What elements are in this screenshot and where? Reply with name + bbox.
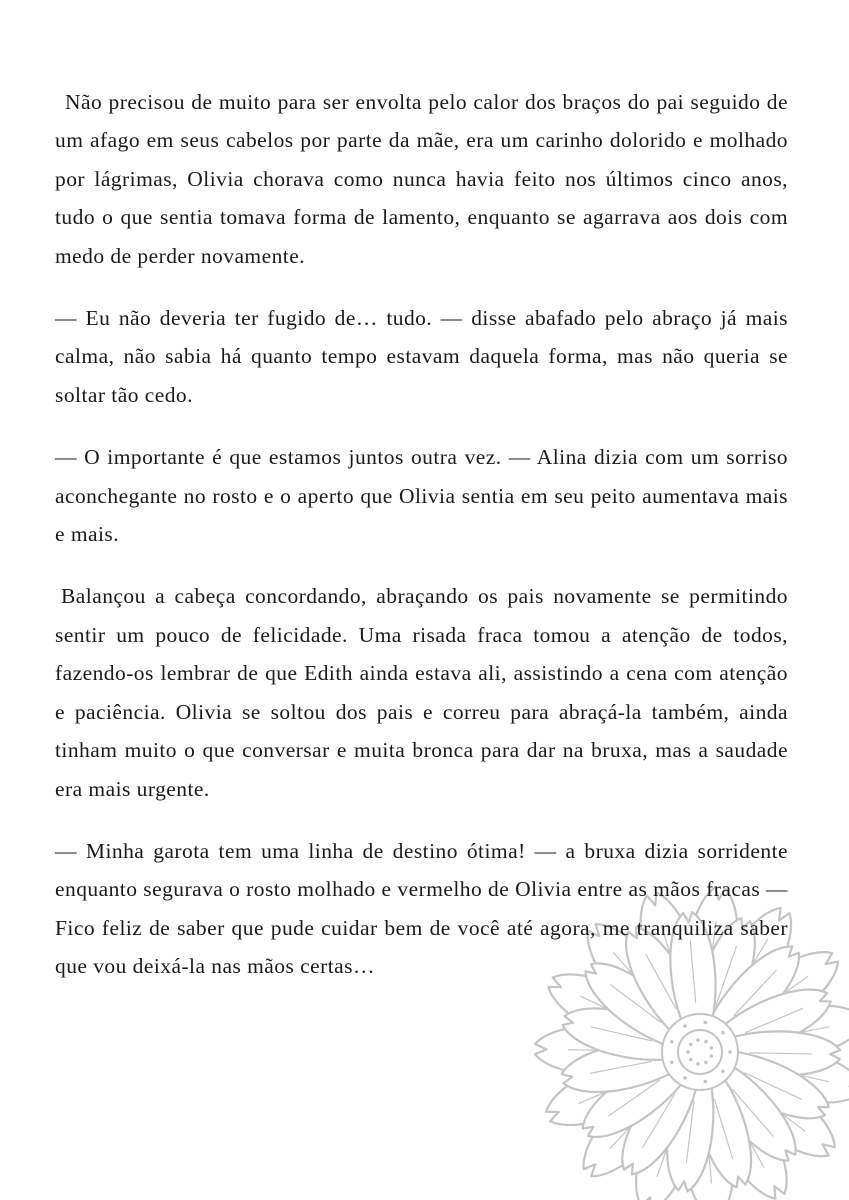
- flower-center-dot: [689, 1058, 693, 1062]
- flower-center-dot: [703, 1080, 707, 1084]
- flower-center-dot: [683, 1076, 687, 1080]
- flower-center-dot: [704, 1061, 708, 1065]
- paragraph-dialogue-alina: — O importante é que estamos juntos outra vez. — Alina dizia com um sorriso aconchegante no rosto e o aperto que Olivia sentia em seu peito aumentava mais e mais.: [55, 445, 788, 547]
- flower-center-dot: [689, 1042, 693, 1046]
- paragraph-edith-laugh: Balançou a cabeça concordando, abraçando os pais novamente se permitindo sentir um pouco de felicidade. Uma risada fraca tomou a atenção de todos, fazendo-os lembrar de que Edith ainda estava ali, assistindo a cena com atenção e paciência. Olivia se soltou dos pais e correu para abraçá-la também, ainda tinham muito o que conversar e muita bronca para dar na bruxa, mas a saudade era mais urgente.: [55, 584, 788, 801]
- flower-center-dot: [709, 1054, 713, 1058]
- flower-center-dot: [696, 1038, 700, 1042]
- flower-center-dot: [683, 1024, 687, 1028]
- flower-center-dot: [696, 1062, 700, 1066]
- paragraph-dialogue-witch: — Minha garota tem uma linha de destino ótima! — a bruxa dizia sorridente enquanto segurava o rosto molhado e vermelho de Olivia entre as mãos fracas — Fico feliz de saber que pude cuidar bem de você até agora, me tranquiliza saber que vou deixá-la nas mãos certas…: [55, 838, 788, 979]
- flower-center-inner: [678, 1030, 722, 1074]
- flower-center-dot: [721, 1069, 725, 1073]
- paragraph-embrace: Não precisou de muito para ser envolta pelo calor dos braços do pai seguido de um afago em seus cabelos por parte da mãe, era um carinho dolorido e molhado por lágrimas, Olivia chorava como nunca havia feito nos últimos cinco anos, tudo o que sentia tomava forma de lamento, enquanto se agarrava aos dois com medo de perder novamente.: [55, 90, 788, 268]
- flower-center-dot: [721, 1031, 725, 1035]
- flower-center-dot: [670, 1040, 674, 1044]
- flower-center-dot: [704, 1040, 708, 1044]
- flower-center-dot: [686, 1050, 690, 1054]
- flower-center-dot: [709, 1046, 713, 1050]
- paragraph-dialogue-olivia: — Eu não deveria ter fugido de… tudo. — disse abafado pelo abraço já mais calma, não sabia há quanto tempo estavam daquela forma, mas não queria se soltar tão cedo.: [55, 306, 788, 407]
- flower-center-dot: [728, 1050, 732, 1054]
- flower-center-dot: [670, 1060, 674, 1064]
- flower-center-dot: [703, 1021, 707, 1025]
- story-text: [55, 83, 788, 1010]
